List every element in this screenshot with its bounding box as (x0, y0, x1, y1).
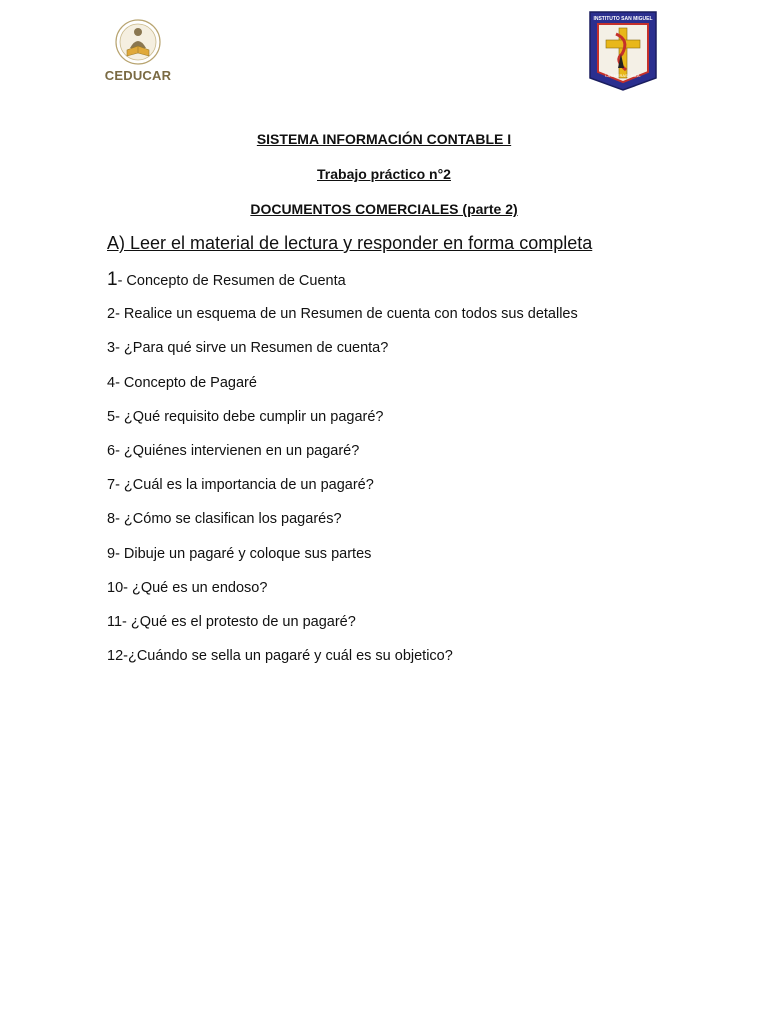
subject-title: SISTEMA INFORMACIÓN CONTABLE I (256, 131, 512, 147)
instruction-text: A) Leer el material de lectura y responder en forma completa (107, 233, 593, 253)
question-item (107, 270, 578, 304)
ceducar-logo-text: CEDUCAR (104, 68, 172, 83)
shield-bottom-text: LAS HERAS · MZA. (605, 73, 641, 78)
ceducar-emblem-icon (103, 18, 173, 68)
question-list (107, 270, 578, 680)
assignment-title: Trabajo práctico n°2 (317, 166, 451, 182)
question-item: 6- ¿Quiénes intervienen en un pagaré? (107, 442, 360, 459)
question-item: 3- ¿Para qué sirve un Resumen de cuenta? (107, 340, 389, 357)
question-item: 8- ¿Cómo se clasifican los pagarés? (107, 511, 342, 528)
question-item: 5- ¿Qué requisito debe cumplir un pagaré? (107, 408, 384, 425)
instituto-shield-logo (588, 10, 658, 92)
question-item: 9- Dibuje un pagaré y coloque sus partes (107, 545, 372, 562)
shield-top-text: INSTITUTO SAN MIGUEL (593, 16, 653, 22)
question-item: 2- Realice un esquema de un Resumen de cuenta con todos sus detalles (107, 306, 578, 323)
ceducar-logo (103, 18, 173, 88)
question-item: 12-¿Cuándo se sella un pagaré y cuál es su objetico? (107, 648, 453, 665)
shield-icon (588, 10, 658, 92)
question-item: 4- Concepto de Pagaré (107, 374, 257, 391)
question-item: 7- ¿Cuál es la importancia de un pagaré? (107, 477, 374, 494)
topic-title: DOCUMENTOS COMERCIALES (parte 2) (250, 201, 518, 217)
question-1-text: - Concepto de Resumen de Cuenta (117, 273, 346, 289)
question-item: 11- ¿Qué es el protesto de un pagaré? (107, 613, 356, 630)
question-item: 10- ¿Qué es un endoso? (107, 579, 268, 596)
question-1-number: 1 (107, 269, 118, 290)
